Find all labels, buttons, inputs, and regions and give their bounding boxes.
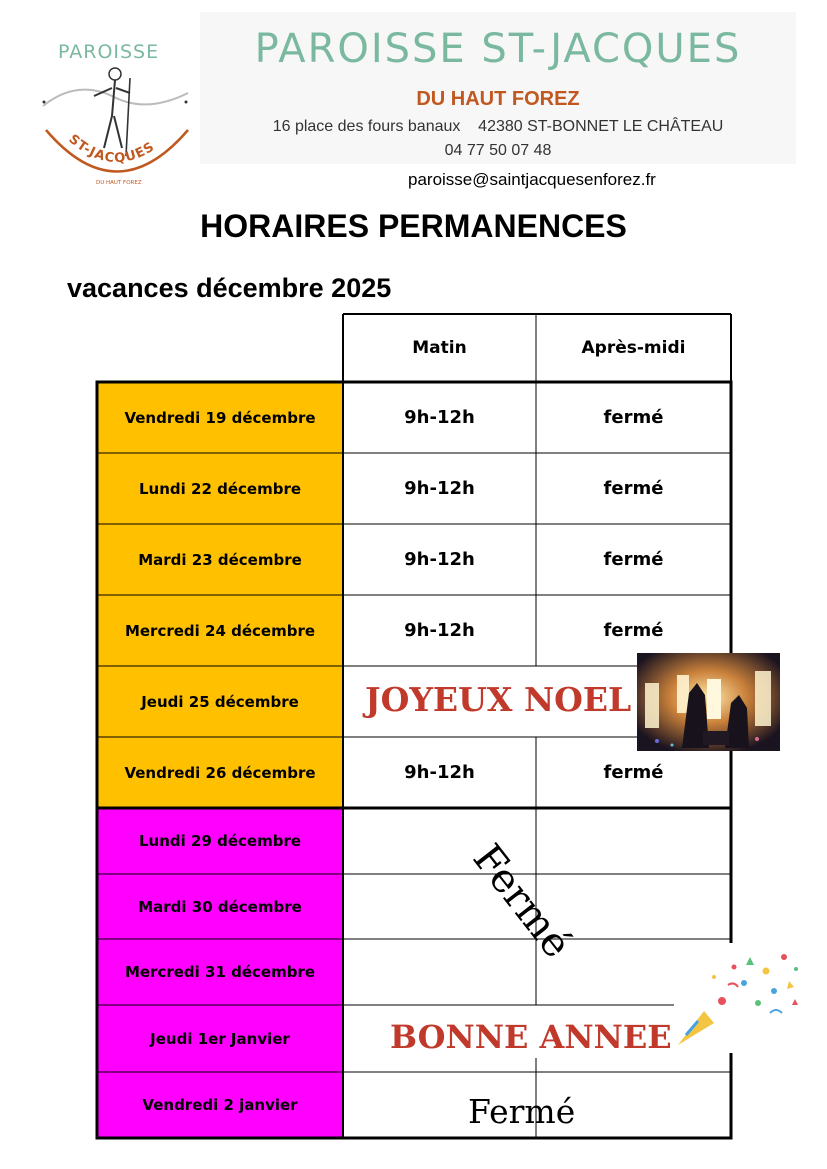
- header-matin: Matin: [412, 338, 467, 358]
- day-cell: Vendredi 19 décembre: [97, 382, 343, 453]
- page-title: HORAIRES PERMANENCES: [200, 208, 627, 244]
- apres-midi-cell: fermé: [603, 407, 664, 428]
- parish-logo: [38, 38, 196, 188]
- day-cell: Lundi 22 décembre: [97, 453, 343, 524]
- pilgrim-logo-icon: [43, 68, 189, 156]
- parish-region: DU HAUT FOREZ: [416, 88, 580, 110]
- page-subtitle: vacances décembre 2025: [67, 273, 392, 303]
- confetti-popper-icon: [674, 943, 804, 1053]
- apres-midi-cell: fermé: [603, 478, 664, 499]
- day-cell: Jeudi 1er Janvier: [97, 1005, 343, 1072]
- day-cell: Lundi 29 décembre: [97, 808, 343, 874]
- day-cell: Jeudi 25 décembre: [97, 666, 343, 737]
- day-cell: Mardi 23 décembre: [97, 524, 343, 595]
- closed-label: Fermé: [468, 1092, 576, 1131]
- parish-name: PAROISSE ST-JACQUES: [254, 26, 742, 72]
- matin-cell: 9h-12h: [404, 407, 475, 428]
- day-cell: Mercredi 31 décembre: [97, 939, 343, 1005]
- day-cell: Vendredi 2 janvier: [97, 1072, 343, 1138]
- logo-text-small: DU HAUT FOREZ: [96, 180, 142, 186]
- parish-email[interactable]: paroisse@saintjacquesenforez.fr: [408, 170, 656, 189]
- header-apres-midi: Après-midi: [581, 338, 686, 358]
- nativity-candles-image: [637, 653, 780, 751]
- matin-cell: 9h-12h: [404, 549, 475, 570]
- logo-text-bottom: ST-JACQUES: [65, 131, 158, 167]
- new-year-greeting: BONNE ANNEE: [390, 1018, 672, 1056]
- apres-midi-cell: fermé: [603, 549, 664, 570]
- day-cell: Mardi 30 décembre: [97, 874, 343, 939]
- matin-cell: 9h-12h: [404, 762, 475, 783]
- day-cell: Mercredi 24 décembre: [97, 595, 343, 666]
- apres-midi-cell: fermé: [603, 620, 664, 641]
- day-cell: Vendredi 26 décembre: [97, 737, 343, 808]
- matin-cell: 9h-12h: [404, 620, 475, 641]
- parish-address: 16 place des fours banaux 42380 ST-BONNET LE CHÂTEAU: [272, 118, 724, 135]
- parish-phone: 04 77 50 07 48: [444, 142, 552, 159]
- christmas-greeting: JOYEUX NOEL: [365, 680, 632, 719]
- apres-midi-cell: fermé: [603, 762, 664, 783]
- logo-text-top: PAROISSE: [58, 41, 160, 63]
- closed-label-rotated: Fermé: [463, 836, 581, 967]
- matin-cell: 9h-12h: [404, 478, 475, 499]
- header-banner: [200, 12, 796, 164]
